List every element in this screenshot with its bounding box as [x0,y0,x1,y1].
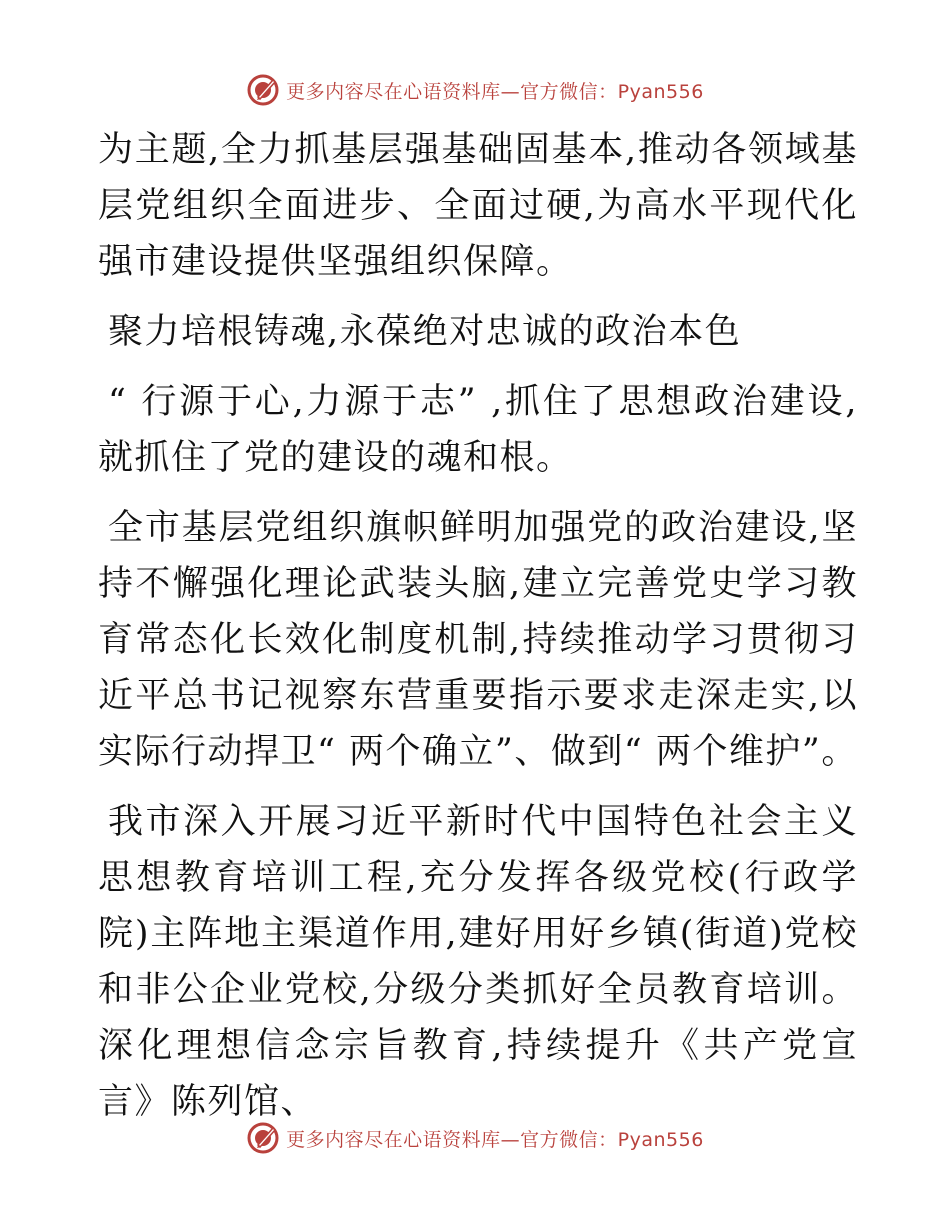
header-watermark [0,72,950,108]
section-heading: 聚力培根铸魂,永葆绝对忠诚的政治本色 [108,312,742,352]
paragraph-4: 我市深入开展习近平新时代中国特色社会主义思想教育培训工程,充分发挥各级党校(行政学院)主阵地主渠道作用,建好用好乡镇(街道)党校和非公企业党校,分级分类抓好全员教育培训。深化理想信念宗旨教育,持续提升《共产党宣言》陈列馆、 [98,802,858,1122]
footer-watermark [0,1120,950,1156]
watermark-text: 更多内容尽在心语资料库—官方微信：Pyan556 [286,80,704,103]
document-body [98,122,858,1144]
paragraph-2: “ 行源于心,力源于志” ,抓住了思想政治建设,就抓住了党的建设的魂和根。 [98,382,858,478]
paragraph-3: 全市基层党组织旗帜鲜明加强党的政治建设,坚持不懈强化理论武装头脑,建立完善党史学习教育常态化长效化制度机制,持续推动学习贯彻习近平总书记视察东营重要指示要求走深走实,以实际行动捍卫“ 两个确立”、做到“ 两个维护”。 [98,508,858,772]
pen-logo-icon [246,73,280,107]
watermark-text: 更多内容尽在心语资料库—官方微信：Pyan556 [286,1128,704,1151]
paragraph-1: 为主题,全力抓基层强基础固基本,推动各领域基层党组织全面进步、全面过硬,为高水平现代化强市建设提供坚强组织保障。 [98,130,858,282]
pen-logo-icon [246,1121,280,1155]
